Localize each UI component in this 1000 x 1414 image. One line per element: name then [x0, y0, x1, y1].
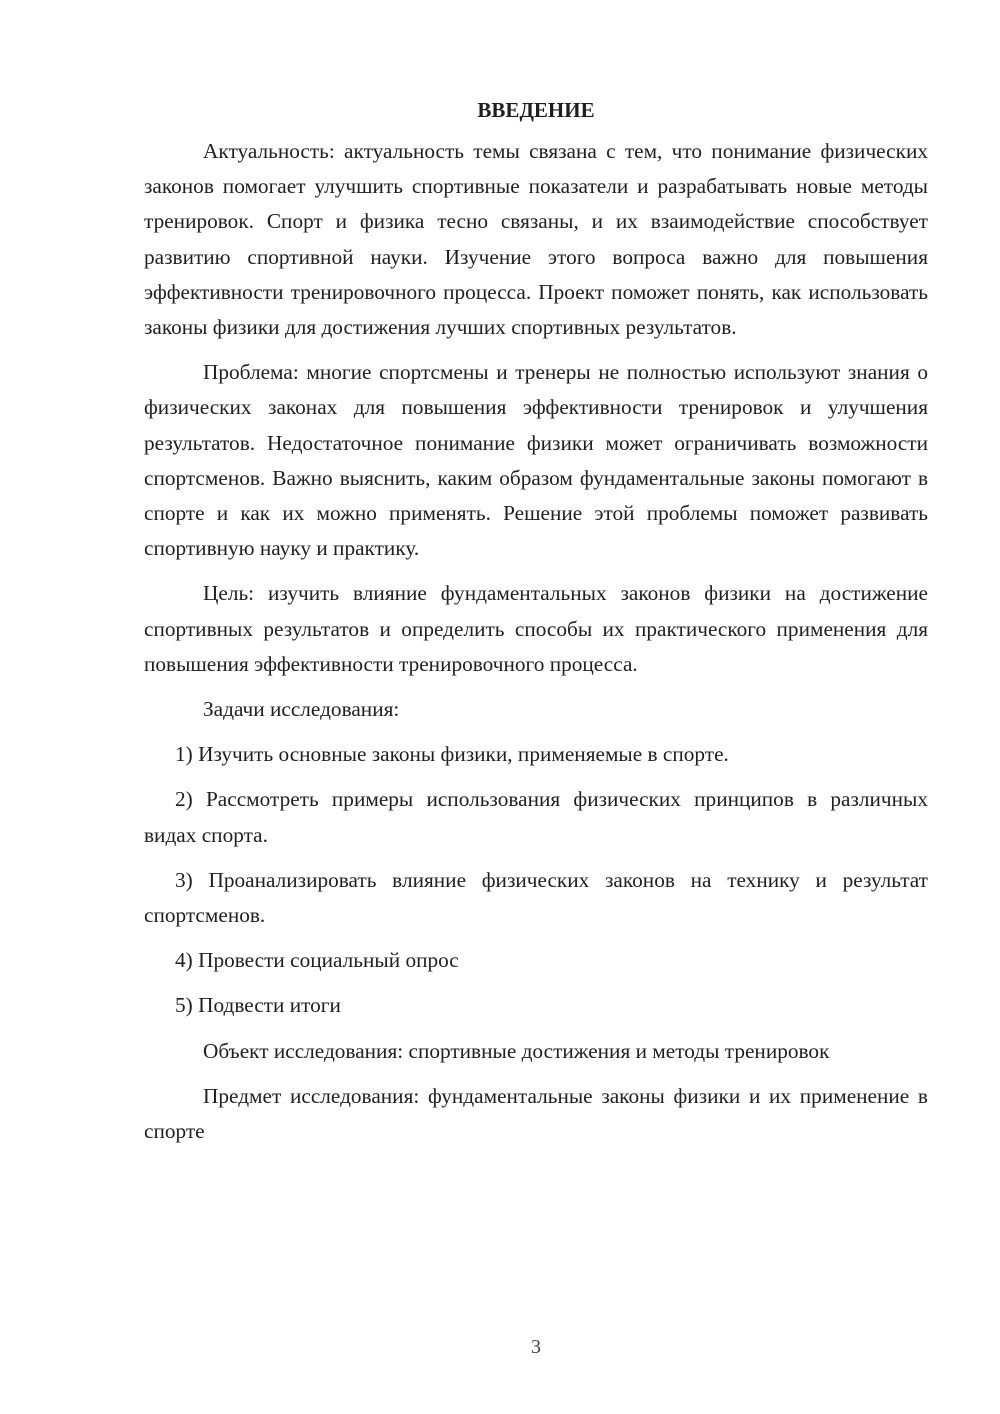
task-item: 3) Проанализировать влияние физических законов на технику и результат спортсменов.	[144, 867, 928, 928]
problem-paragraph: Проблема: многие спортсмены и тренеры не полностью используют знания о физических законах для повышения эффективности тренировок и улучшения результатов. Недостаточное понимание физики может ограничивать возможности спортсменов. Важно выяснить, каким образом фундаментальные законы помогают в спорте и как их можно применять. Решение этой проблемы поможет развивать спортивную науку и практику.	[144, 360, 928, 561]
task-item: 1) Изучить основные законы физики, применяемые в спорте.	[175, 742, 729, 767]
task-item: 5) Подвести итоги	[175, 993, 341, 1018]
research-subject-paragraph: Предмет исследования: фундаментальные законы физики и их применение в спорте	[144, 1083, 928, 1144]
tasks-heading: Задачи исследования:	[203, 697, 400, 722]
research-object-paragraph: Объект исследования: спортивные достижения и методы тренировок	[203, 1038, 830, 1063]
page-number: 3	[531, 1336, 541, 1358]
task-item: 2) Рассмотреть примеры использования физических принципов в различных видах спорта.	[144, 787, 928, 847]
task-item: 4) Провести социальный опрос	[175, 948, 459, 973]
document-page	[144, 96, 928, 1159]
relevance-paragraph: Актуальность: актуальность темы связана с тем, что понимание физических законов помогает улучшить спортивные показатели и разрабатывать новые методы тренировок. Спорт и физика тесно связаны, и их взаимодействие способствует развитию спортивной науки. Изучение этого вопроса важно для повышения эффективности тренировочного процесса. Проект поможет понять, как использовать законы физики для достижения лучших спортивных результатов.	[144, 139, 928, 340]
goal-paragraph: Цель: изучить влияние фундаментальных законов физики на достижение спортивных результатов и определить способы их практического применения для повышения эффективности тренировочного процесса.	[144, 581, 928, 676]
section-title: ВВЕДЕНИЕ	[477, 98, 595, 122]
